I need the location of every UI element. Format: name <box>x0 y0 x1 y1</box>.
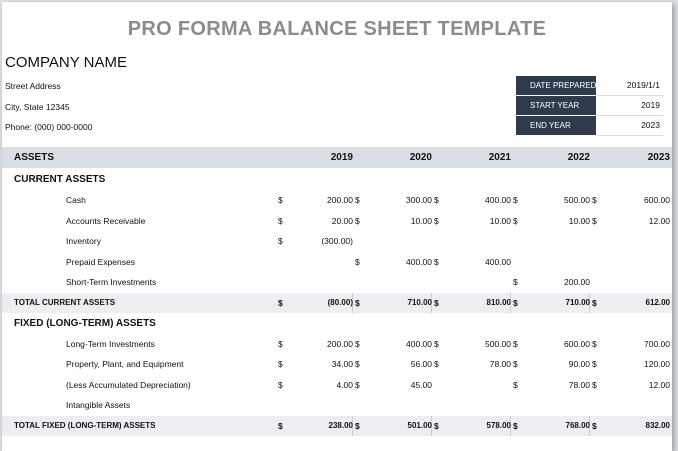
currency-symbol <box>278 395 288 416</box>
currency-symbol: $ <box>592 379 597 390</box>
street-address[interactable]: Street Address <box>5 81 61 91</box>
amount-cell[interactable]: 400.00 <box>406 256 432 267</box>
row-label[interactable]: Cash <box>66 195 86 206</box>
total-row <box>2 416 672 437</box>
currency-symbol: $ <box>355 420 360 431</box>
currency-symbol: $ <box>278 297 283 308</box>
currency-symbol: $ <box>513 297 518 308</box>
amount-cell[interactable] <box>532 252 590 273</box>
currency-symbol: $ <box>434 420 439 431</box>
amount-cell[interactable]: 710.00 <box>565 298 590 308</box>
currency-symbol: $ <box>278 338 283 349</box>
assets-header-row <box>2 147 672 168</box>
currency-symbol: $ <box>513 215 518 226</box>
amount-cell[interactable]: 501.00 <box>407 421 432 431</box>
currency-symbol: $ <box>355 215 360 226</box>
row-label[interactable]: Intangible Assets <box>66 400 131 411</box>
currency-symbol <box>592 395 602 416</box>
amount-cell[interactable] <box>612 272 670 293</box>
amount-cell[interactable] <box>612 231 670 252</box>
currency-symbol <box>355 231 365 252</box>
amount-cell[interactable] <box>295 395 353 416</box>
amount-cell[interactable] <box>532 231 590 252</box>
currency-symbol: $ <box>355 297 360 308</box>
currency-symbol: $ <box>592 338 597 349</box>
currency-symbol: $ <box>355 359 360 370</box>
year-header-2021[interactable]: 2021 <box>488 151 511 163</box>
amount-cell[interactable] <box>374 272 432 293</box>
table-row <box>2 354 672 375</box>
start-year-label: START YEAR <box>516 96 596 115</box>
currency-symbol: $ <box>434 338 439 349</box>
amount-cell[interactable] <box>374 395 432 416</box>
currency-symbol: $ <box>434 195 439 206</box>
amount-cell[interactable]: 120.00 <box>644 359 670 370</box>
currency-symbol: $ <box>592 195 597 206</box>
amount-cell[interactable]: 238.00 <box>328 421 353 431</box>
amount-cell[interactable]: 578.00 <box>486 421 511 431</box>
currency-symbol: $ <box>434 297 439 308</box>
currency-symbol: $ <box>278 236 283 247</box>
year-header-2023[interactable]: 2023 <box>647 151 670 163</box>
currency-symbol: $ <box>278 379 283 390</box>
currency-symbol <box>355 395 365 416</box>
table-row <box>2 211 672 232</box>
sheet-title: PRO FORMA BALANCE SHEET TEMPLATE <box>127 18 547 40</box>
table-row <box>2 252 672 273</box>
currency-symbol: $ <box>355 256 360 267</box>
amount-cell[interactable]: 300.00 <box>406 195 432 206</box>
year-header-2022[interactable]: 2022 <box>567 151 590 163</box>
row-label[interactable]: Long-Term Investments <box>66 338 155 349</box>
currency-symbol <box>592 272 602 293</box>
amount-cell[interactable]: 4.00 <box>336 379 353 390</box>
amount-cell[interactable] <box>374 231 432 252</box>
currency-symbol <box>434 375 444 396</box>
end-year-label: END YEAR <box>516 116 596 135</box>
currency-symbol: $ <box>513 359 518 370</box>
amount-cell[interactable]: 78.00 <box>489 359 511 370</box>
start-year-value[interactable]: 2019 <box>598 96 663 116</box>
amount-cell[interactable]: 768.00 <box>565 421 590 431</box>
currency-symbol: $ <box>355 195 360 206</box>
currency-symbol: $ <box>592 420 597 431</box>
amount-cell[interactable]: 500.00 <box>564 195 590 206</box>
company-name[interactable]: COMPANY NAME <box>5 54 127 71</box>
table-row <box>2 375 672 396</box>
currency-symbol <box>278 252 288 273</box>
amount-cell[interactable] <box>453 272 511 293</box>
row-label[interactable]: (Less Accumulated Depreciation) <box>66 379 191 390</box>
amount-cell[interactable]: 90.00 <box>568 359 590 370</box>
amount-cell[interactable] <box>612 252 670 273</box>
currency-symbol <box>434 272 444 293</box>
currency-symbol: $ <box>434 256 439 267</box>
amount-cell[interactable]: 78.00 <box>568 379 590 390</box>
currency-symbol: $ <box>513 277 518 288</box>
amount-cell[interactable] <box>612 395 670 416</box>
row-label[interactable]: FIXED (LONG-TERM) ASSETS <box>14 317 156 329</box>
amount-cell[interactable]: 612.00 <box>645 298 670 308</box>
row-label[interactable]: CURRENT ASSETS <box>14 174 106 186</box>
currency-symbol <box>513 395 523 416</box>
currency-symbol: $ <box>355 379 360 390</box>
amount-cell[interactable]: 200.00 <box>564 277 590 288</box>
row-label[interactable]: Prepaid Expenses <box>66 256 135 267</box>
amount-cell[interactable]: 600.00 <box>644 195 670 206</box>
table-row <box>2 395 672 416</box>
table-row <box>2 231 672 252</box>
amount-cell[interactable]: 700.00 <box>644 338 670 349</box>
total-row <box>2 293 672 314</box>
currency-symbol <box>513 252 523 273</box>
section-row <box>2 170 672 191</box>
row-label[interactable]: TOTAL FIXED (LONG-TERM) ASSETS <box>14 421 156 431</box>
amount-cell[interactable]: 56.00 <box>410 359 432 370</box>
phone-number[interactable]: Phone: (000) 000-0000 <box>5 122 93 132</box>
amount-cell[interactable]: 500.00 <box>485 338 511 349</box>
currency-symbol: $ <box>278 420 283 431</box>
currency-symbol <box>592 231 602 252</box>
table-row <box>2 190 672 211</box>
amount-cell[interactable] <box>453 395 511 416</box>
amount-cell[interactable]: 12.00 <box>648 379 670 390</box>
currency-symbol: $ <box>592 297 597 308</box>
amount-cell[interactable]: 400.00 <box>485 195 511 206</box>
amount-cell[interactable]: 12.00 <box>648 215 670 226</box>
date-prepared-label: DATE PREPARED <box>516 76 596 95</box>
amount-cell[interactable] <box>453 231 511 252</box>
city-state[interactable]: City, State 12345 <box>5 102 70 112</box>
amount-cell[interactable]: (300.00) <box>321 236 353 247</box>
amount-cell[interactable]: 45.00 <box>410 379 432 390</box>
amount-cell[interactable]: 34.00 <box>331 359 353 370</box>
table-row <box>2 272 672 293</box>
row-label[interactable]: Short-Term Investments <box>66 277 157 288</box>
currency-symbol: $ <box>592 359 597 370</box>
amount-cell[interactable]: 10.00 <box>568 215 590 226</box>
amount-cell[interactable]: 200.00 <box>327 195 353 206</box>
table-row <box>2 334 672 355</box>
amount-cell[interactable]: 400.00 <box>485 256 511 267</box>
row-label[interactable]: Inventory <box>66 236 101 247</box>
amount-cell[interactable] <box>295 272 353 293</box>
currency-symbol: $ <box>592 215 597 226</box>
year-header-2020[interactable]: 2020 <box>409 151 432 163</box>
currency-symbol <box>355 272 365 293</box>
date-prepared-value[interactable]: 2019/1/1 <box>598 76 663 96</box>
amount-cell[interactable]: 710.00 <box>407 298 432 308</box>
year-header-2019[interactable]: 2019 <box>330 151 353 163</box>
next-section-row-cutoff <box>2 436 672 451</box>
currency-symbol: $ <box>513 338 518 349</box>
amount-cell[interactable]: (80.00) <box>327 298 353 308</box>
amount-cell[interactable]: 400.00 <box>406 338 432 349</box>
currency-symbol: $ <box>278 215 283 226</box>
amount-cell[interactable]: 10.00 <box>410 215 432 226</box>
end-year-value[interactable]: 2023 <box>598 116 663 136</box>
row-label[interactable]: Accounts Receivable <box>66 215 146 226</box>
amount-cell[interactable] <box>295 252 353 273</box>
currency-symbol <box>434 395 444 416</box>
amount-cell[interactable]: 810.00 <box>486 298 511 308</box>
amount-cell[interactable]: 20.00 <box>331 215 353 226</box>
currency-symbol: $ <box>513 379 518 390</box>
section-row <box>2 313 672 334</box>
currency-symbol <box>592 252 602 273</box>
currency-symbol <box>434 231 444 252</box>
currency-symbol <box>278 272 288 293</box>
assets-header-label: ASSETS <box>14 151 55 163</box>
row-label[interactable]: Property, Plant, and Equipment <box>66 359 184 370</box>
currency-symbol <box>513 231 523 252</box>
currency-symbol: $ <box>434 359 439 370</box>
currency-symbol: $ <box>278 195 283 206</box>
currency-symbol: $ <box>513 420 518 431</box>
currency-symbol: $ <box>278 359 283 370</box>
currency-symbol: $ <box>513 195 518 206</box>
amount-cell[interactable]: 832.00 <box>645 421 670 431</box>
row-label[interactable]: TOTAL CURRENT ASSETS <box>14 298 116 308</box>
amount-cell[interactable]: 600.00 <box>564 338 590 349</box>
amount-cell[interactable] <box>453 375 511 396</box>
amount-cell[interactable] <box>532 395 590 416</box>
amount-cell[interactable]: 10.00 <box>489 215 511 226</box>
currency-symbol: $ <box>434 215 439 226</box>
amount-cell[interactable]: 200.00 <box>327 338 353 349</box>
currency-symbol: $ <box>355 338 360 349</box>
balance-sheet <box>2 2 672 451</box>
